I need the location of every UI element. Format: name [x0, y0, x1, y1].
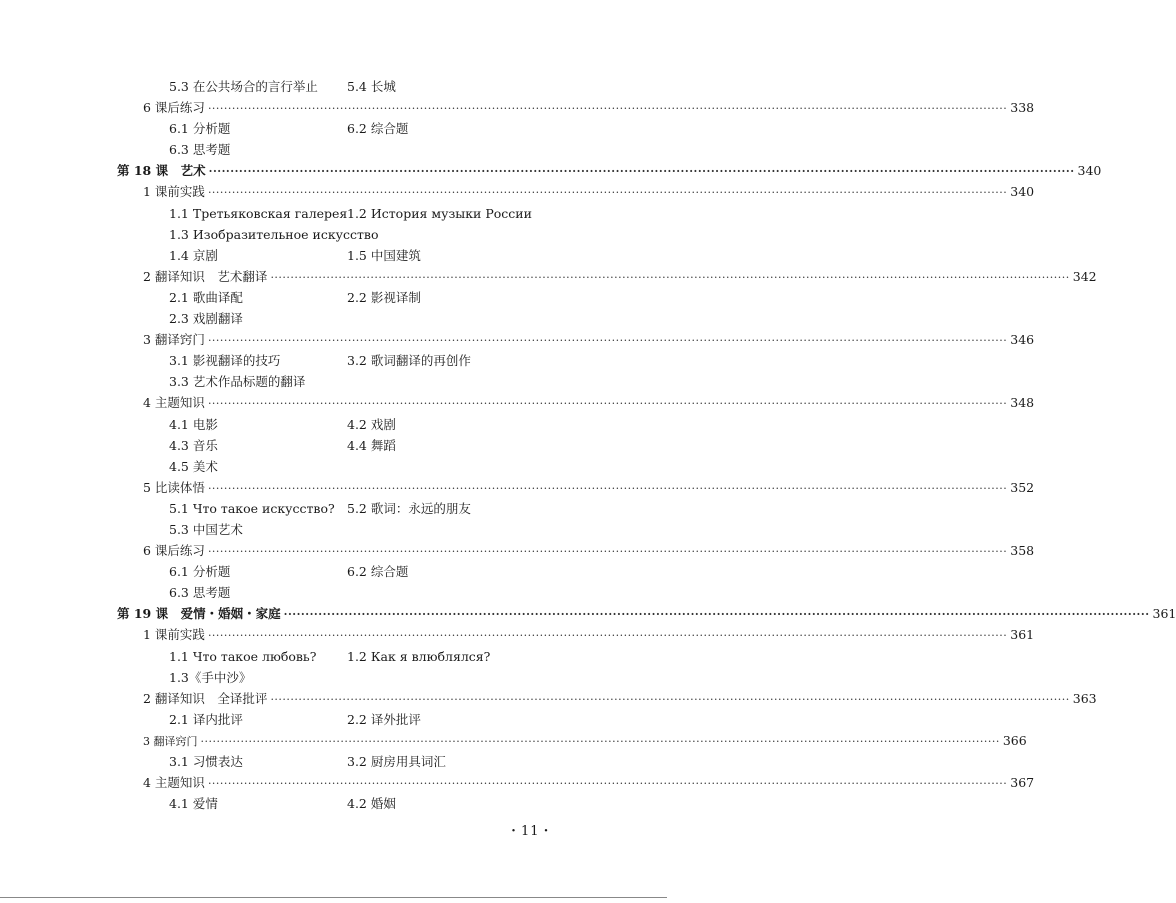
entry-title: 第 18 课 艺术 [117, 163, 206, 179]
toc-subsection-row [117, 793, 551, 814]
toc-section-entry [117, 266, 1097, 287]
toc-subsection-row [117, 308, 551, 329]
subsection-right: 2.2 译外批评 [347, 711, 421, 727]
toc-subsection-row [117, 139, 551, 160]
dot-leader: ········································································································································································································ [207, 481, 1008, 495]
entry-page-number: 358 [1010, 543, 1035, 559]
toc-subsection-row [117, 667, 551, 688]
subsection-left: 5.1 Что такое искусство? [169, 500, 335, 516]
subsection-left: 4.3 音乐 [169, 437, 218, 453]
entry-page-number: 363 [1072, 690, 1097, 706]
subsection-left: 6.1 分析题 [169, 564, 231, 580]
subsection-left: 5.3 在公共场合的言行举止 [169, 79, 318, 94]
toc-subsection-row [117, 371, 551, 392]
entry-page-number: 340 [1010, 184, 1035, 200]
toc-section-entry [117, 329, 1035, 350]
toc-section-entry [117, 688, 1097, 709]
entry-page-number: 361 [1152, 606, 1176, 622]
subsection-right: 4.2 婚姻 [347, 796, 396, 812]
entry-title: 2 翻译知识 全译批评 [143, 690, 268, 706]
toc-section-entry [117, 730, 1027, 751]
page-number: ・11・ [507, 824, 554, 839]
subsection-left: 1.4 京剧 [169, 247, 218, 263]
subsection-right: 1.5 中国建筑 [347, 247, 421, 263]
entry-title: 3 翻译窍门 [143, 332, 205, 348]
toc-subsection-row [117, 224, 551, 245]
toc-subsection-row [117, 287, 551, 308]
subsection-left: 1.3《手中沙》 [169, 669, 252, 685]
subsection-right: 5.4 长城 [347, 79, 396, 94]
subsection-left: 3.1 影视翻译的技巧 [169, 353, 281, 369]
dot-leader: ········································································································································································································ [207, 397, 1008, 411]
entry-page-number: 340 [1077, 163, 1102, 179]
entry-page-number: 348 [1010, 395, 1035, 411]
toc-subsection-row [117, 118, 551, 139]
toc-subsection-row [117, 76, 551, 97]
entry-title: 3 翻译窍门 [143, 734, 198, 748]
subsection-right: 4.2 戏剧 [347, 416, 396, 432]
subsection-left: 2.1 译内批评 [169, 711, 243, 727]
toc-section-entry [117, 477, 1035, 498]
toc-subsection-row [117, 519, 551, 540]
dot-leader: ········································································································································································································ [207, 777, 1008, 791]
toc-section-entry [117, 392, 1035, 413]
entry-title: 6 课后练习 [143, 100, 205, 116]
subsection-left: 3.1 习惯表达 [169, 754, 243, 769]
toc-section-entry [117, 624, 1035, 645]
subsection-right: 1.2 Как я влюблялся? [347, 648, 491, 664]
entry-title: 6 课后练习 [143, 543, 205, 559]
subsection-right: 6.2 综合题 [347, 121, 409, 137]
subsection-left: 1.1 Что такое любовь? [169, 648, 317, 664]
entry-page-number: 352 [1010, 479, 1035, 495]
dot-leader: ········································································································································································································ [207, 629, 1008, 643]
entry-title: 4 主题知识 [143, 775, 205, 791]
dot-leader: ········································································································································································································ [270, 692, 1070, 706]
subsection-left: 1.3 Изобразительное искусство [169, 226, 379, 242]
subsection-right: 4.4 舞蹈 [347, 437, 396, 453]
toc-subsection-row [117, 709, 551, 730]
toc-subsection-row [117, 646, 551, 667]
toc-subsection-row [117, 498, 551, 519]
subsection-right: 2.2 影视译制 [347, 289, 421, 305]
dot-leader: ········································································································································································································ [207, 186, 1008, 200]
subsection-left: 6.3 思考题 [169, 585, 231, 601]
dot-leader: ········································································································································································································ [207, 102, 1008, 116]
toc-subsection-row [117, 414, 551, 435]
entry-title: 2 翻译知识 艺术翻译 [143, 268, 268, 284]
dot-leader: ········································································································································································································ [207, 545, 1008, 559]
toc-subsection-row [117, 582, 551, 603]
entry-title: 1 课前实践 [143, 627, 205, 643]
toc-subsection-row [117, 350, 551, 371]
table-of-contents [117, 76, 1176, 814]
toc-subsection-row [117, 561, 551, 582]
entry-page-number: 342 [1072, 268, 1097, 284]
entry-page-number: 346 [1010, 332, 1035, 348]
subsection-right: 5.2 歌词：永远的朋友 [347, 500, 471, 516]
subsection-left: 5.3 中国艺术 [169, 521, 243, 537]
subsection-left: 1.1 Третьяковская галерея [169, 205, 348, 221]
toc-lesson-entry [117, 603, 1176, 624]
entry-page-number: 338 [1010, 100, 1035, 116]
dot-leader: ········································································································································································································ [270, 270, 1070, 284]
entry-title: 4 主题知识 [143, 395, 205, 411]
subsection-right: 3.2 厨房用具词汇 [347, 754, 446, 769]
subsection-left: 2.3 戏剧翻译 [169, 311, 243, 327]
page-edge-line [0, 897, 667, 898]
entry-page-number: 366 [1002, 732, 1027, 748]
dot-leader: ········································································································································································································ [207, 334, 1008, 348]
subsection-right: 1.2 История музыки России [347, 205, 532, 221]
subsection-left: 3.3 艺术作品标题的翻译 [169, 374, 306, 390]
toc-lesson-entry [117, 160, 1102, 181]
subsection-left: 4.1 爱情 [169, 796, 218, 812]
subsection-left: 6.3 思考题 [169, 142, 231, 158]
subsection-left: 4.5 美术 [169, 458, 218, 474]
subsection-left: 2.1 歌曲译配 [169, 289, 243, 305]
entry-title: 5 比读体悟 [143, 479, 205, 495]
dot-leader: ········································································································································································································ [208, 165, 1075, 179]
toc-section-entry [117, 97, 1035, 118]
toc-subsection-row [117, 245, 551, 266]
toc-section-entry [117, 540, 1035, 561]
dot-leader: ········································································································································································································ [200, 734, 1000, 748]
toc-section-entry [117, 181, 1035, 202]
subsection-left: 4.1 电影 [169, 416, 218, 432]
toc-section-entry [117, 772, 1035, 793]
toc-subsection-row [117, 435, 551, 456]
entry-title: 第 19 课 爱情・婚姻・家庭 [117, 606, 281, 622]
entry-page-number: 367 [1010, 775, 1035, 791]
toc-subsection-row [117, 456, 551, 477]
subsection-right: 6.2 综合题 [347, 564, 409, 580]
subsection-left: 6.1 分析题 [169, 121, 231, 137]
entry-title: 1 课前实践 [143, 184, 205, 200]
subsection-right: 3.2 歌词翻译的再创作 [347, 353, 471, 369]
entry-page-number: 361 [1010, 627, 1035, 643]
toc-subsection-row [117, 751, 551, 772]
toc-subsection-row [117, 203, 551, 224]
dot-leader: ········································································································································································································ [283, 608, 1150, 622]
